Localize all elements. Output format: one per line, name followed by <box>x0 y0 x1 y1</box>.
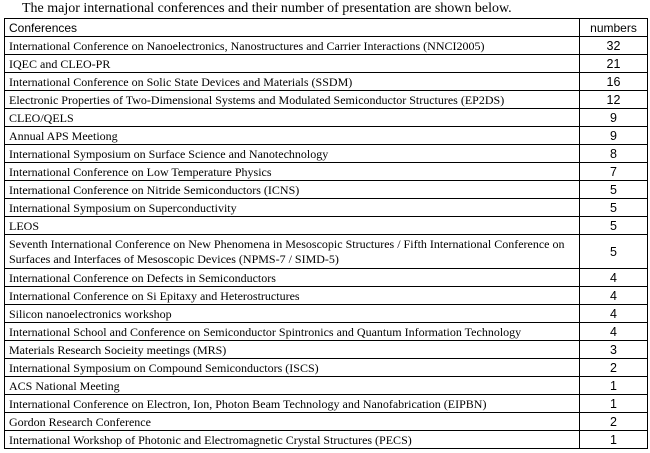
table-row <box>5 127 648 145</box>
conference-name-cell: Annual APS Meetiong <box>5 127 580 145</box>
table-caption: The major international conferences and their number of presentation are shown below. <box>22 1 512 16</box>
presentation-count-cell: 5 <box>580 181 648 199</box>
conference-name-cell: IQEC and CLEO-PR <box>5 55 580 73</box>
conference-name-cell: Silicon nanoelectronics workshop <box>5 305 580 323</box>
presentation-count-cell: 9 <box>580 109 648 127</box>
presentation-count-cell: 1 <box>580 377 648 395</box>
conference-name-cell: Gordon Research Conference <box>5 413 580 431</box>
table-body <box>5 37 648 449</box>
table-row <box>5 287 648 305</box>
presentation-count-cell: 4 <box>580 305 648 323</box>
table-row <box>5 395 648 413</box>
table-row <box>5 377 648 395</box>
table-row <box>5 305 648 323</box>
conference-name-cell: ACS National Meeting <box>5 377 580 395</box>
conference-name-cell: International Conference on Defects in Semiconductors <box>5 269 580 287</box>
table-row <box>5 323 648 341</box>
conference-name-cell: International Conference on Nitride Semiconductors (ICNS) <box>5 181 580 199</box>
table-row <box>5 181 648 199</box>
presentation-count-cell: 4 <box>580 323 648 341</box>
presentation-count-cell: 7 <box>580 163 648 181</box>
table-header-row <box>5 19 648 37</box>
presentation-count-cell: 1 <box>580 431 648 449</box>
presentation-count-cell: 2 <box>580 359 648 377</box>
conference-name-cell: Seventh International Conference on New Phenomena in Mesoscopic Structures / Fifth International Conference on Surfaces and Interfaces of Mesoscopic Devices (NPMS-7 / SIMD-5) <box>5 235 580 269</box>
presentation-count-cell: 3 <box>580 341 648 359</box>
conferences-column-header: Conferences <box>5 19 580 37</box>
conference-name-cell: International Conference on Nanoelectronics, Nanostructures and Carrier Interactions (NNCI2005) <box>5 37 580 55</box>
conference-name-cell: CLEO/QELS <box>5 109 580 127</box>
presentation-count-cell: 9 <box>580 127 648 145</box>
table-row <box>5 145 648 163</box>
presentation-count-cell: 4 <box>580 287 648 305</box>
presentation-count-cell: 32 <box>580 37 648 55</box>
presentation-count-cell: 1 <box>580 395 648 413</box>
conference-name-cell: International Symposium on Compound Semiconductors (ISCS) <box>5 359 580 377</box>
table-row <box>5 55 648 73</box>
presentation-count-cell: 8 <box>580 145 648 163</box>
presentation-count-cell: 5 <box>580 235 648 269</box>
presentation-count-cell: 16 <box>580 73 648 91</box>
presentation-count-cell: 12 <box>580 91 648 109</box>
numbers-column-header: numbers <box>580 19 648 37</box>
table-row <box>5 235 648 269</box>
conference-name-cell: International Conference on Solic State Devices and Materials (SSDM) <box>5 73 580 91</box>
conference-name-cell: International Conference on Si Epitaxy and Heterostructures <box>5 287 580 305</box>
presentation-count-cell: 2 <box>580 413 648 431</box>
conference-name-cell: International Symposium on Surface Science and Nanotechnology <box>5 145 580 163</box>
presentation-count-cell: 21 <box>580 55 648 73</box>
table-row <box>5 109 648 127</box>
conference-name-cell: Materials Research Socieity meetings (MRS) <box>5 341 580 359</box>
table-row <box>5 269 648 287</box>
table-row <box>5 91 648 109</box>
conference-name-cell: International Workshop of Photonic and Electromagnetic Crystal Structures (PECS) <box>5 431 580 449</box>
presentation-count-cell: 4 <box>580 269 648 287</box>
table-row <box>5 37 648 55</box>
table-row <box>5 73 648 91</box>
conference-name-cell: LEOS <box>5 217 580 235</box>
conference-name-cell: Electronic Properties of Two-Dimensional Systems and Modulated Semiconductor Structures (EP2DS) <box>5 91 580 109</box>
conference-name-cell: International Conference on Low Temperature Physics <box>5 163 580 181</box>
conference-name-cell: International Conference on Electron, Ion, Photon Beam Technology and Nanofabrication (EIPBN) <box>5 395 580 413</box>
table-row <box>5 199 648 217</box>
table-row <box>5 341 648 359</box>
presentation-count-cell: 5 <box>580 217 648 235</box>
conferences-table <box>4 18 648 449</box>
conference-name-cell: International School and Conference on Semiconductor Spintronics and Quantum Information Technology <box>5 323 580 341</box>
table-row <box>5 163 648 181</box>
table-row <box>5 217 648 235</box>
conference-name-cell: International Symposium on Superconductivity <box>5 199 580 217</box>
table-row <box>5 413 648 431</box>
table-row <box>5 359 648 377</box>
table-row <box>5 431 648 449</box>
presentation-count-cell: 5 <box>580 199 648 217</box>
